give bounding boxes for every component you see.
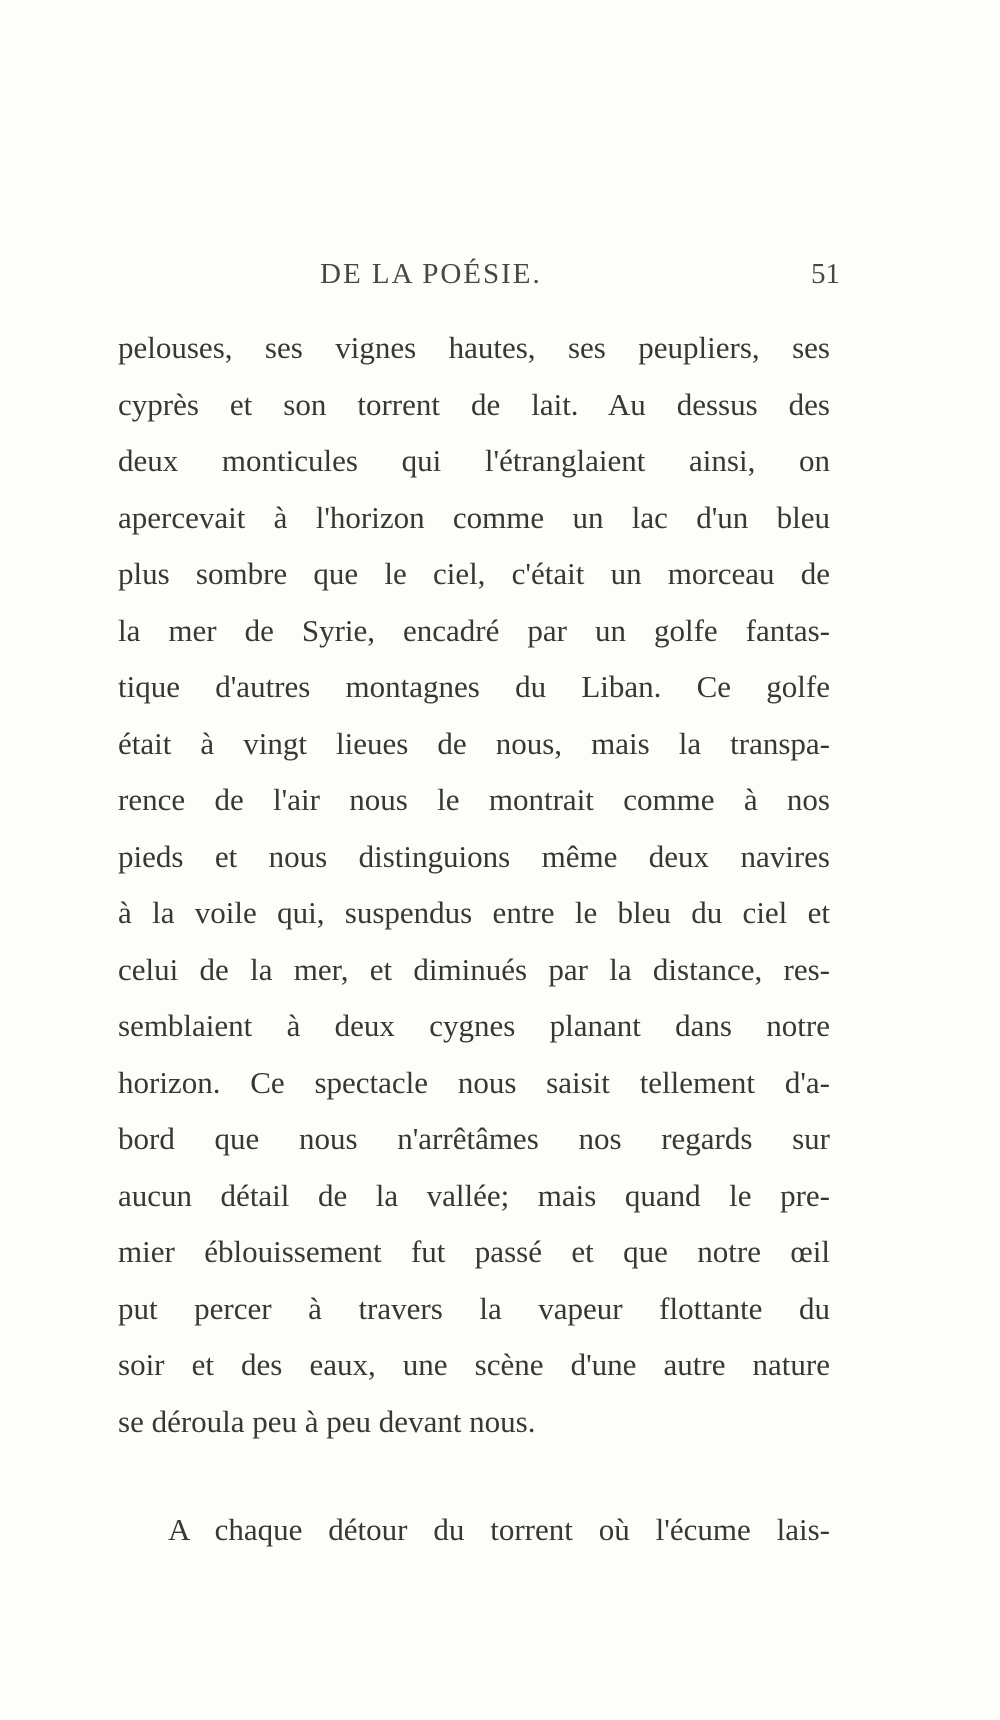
paragraph-1 [118,320,830,1450]
text-line: plus sombre que le ciel, c'était un morceau de [118,556,830,591]
text-line: mier éblouissement fut passé et que notre œil [118,1234,830,1269]
text-line: la mer de Syrie, encadré par un golfe fantas- [118,612,830,648]
page-number: 51 [811,258,840,290]
text-line: pieds et nous distinguions même deux navires [118,838,830,874]
text-line: deux monticules qui l'étranglaient ainsi, on [118,443,830,478]
text-line: bord que nous n'arrêtâmes nos regards sur [118,1121,830,1156]
text-line: semblaient à deux cygnes planant dans notre [118,1008,830,1043]
text-line: put percer à travers la vapeur flottante du [118,1290,830,1326]
text-line: à la voile qui, suspendus entre le bleu du ciel et [118,895,830,930]
text-line: soir et des eaux, une scène d'une autre nature [118,1347,830,1382]
text-line: celui de la mer, et diminués par la distance, res- [118,951,830,987]
text-line: pelouses, ses vignes hautes, ses peupliers, ses [118,330,830,365]
text-line: rence de l'air nous le montrait comme à nos [118,782,830,817]
running-title: DE LA POÉSIE. [320,258,542,290]
text-line: A chaque détour du torrent où l'écume lais- [168,1512,830,1547]
text-line: tique d'autres montagnes du Liban. Ce golfe [118,669,830,704]
text-line: était à vingt lieues de nous, mais la transpa- [118,725,830,761]
page-header [120,258,840,298]
text-line: se déroula peu à peu devant nous. [118,1403,536,1439]
paragraph-2 [118,1502,830,1559]
text-line: horizon. Ce spectacle nous saisit tellement d'a- [118,1064,830,1100]
text-line: aucun détail de la vallée; mais quand le pre- [118,1177,830,1213]
text-line: cyprès et son torrent de lait. Au dessus des [118,386,830,422]
text-line: apercevait à l'horizon comme un lac d'un bleu [118,499,830,535]
